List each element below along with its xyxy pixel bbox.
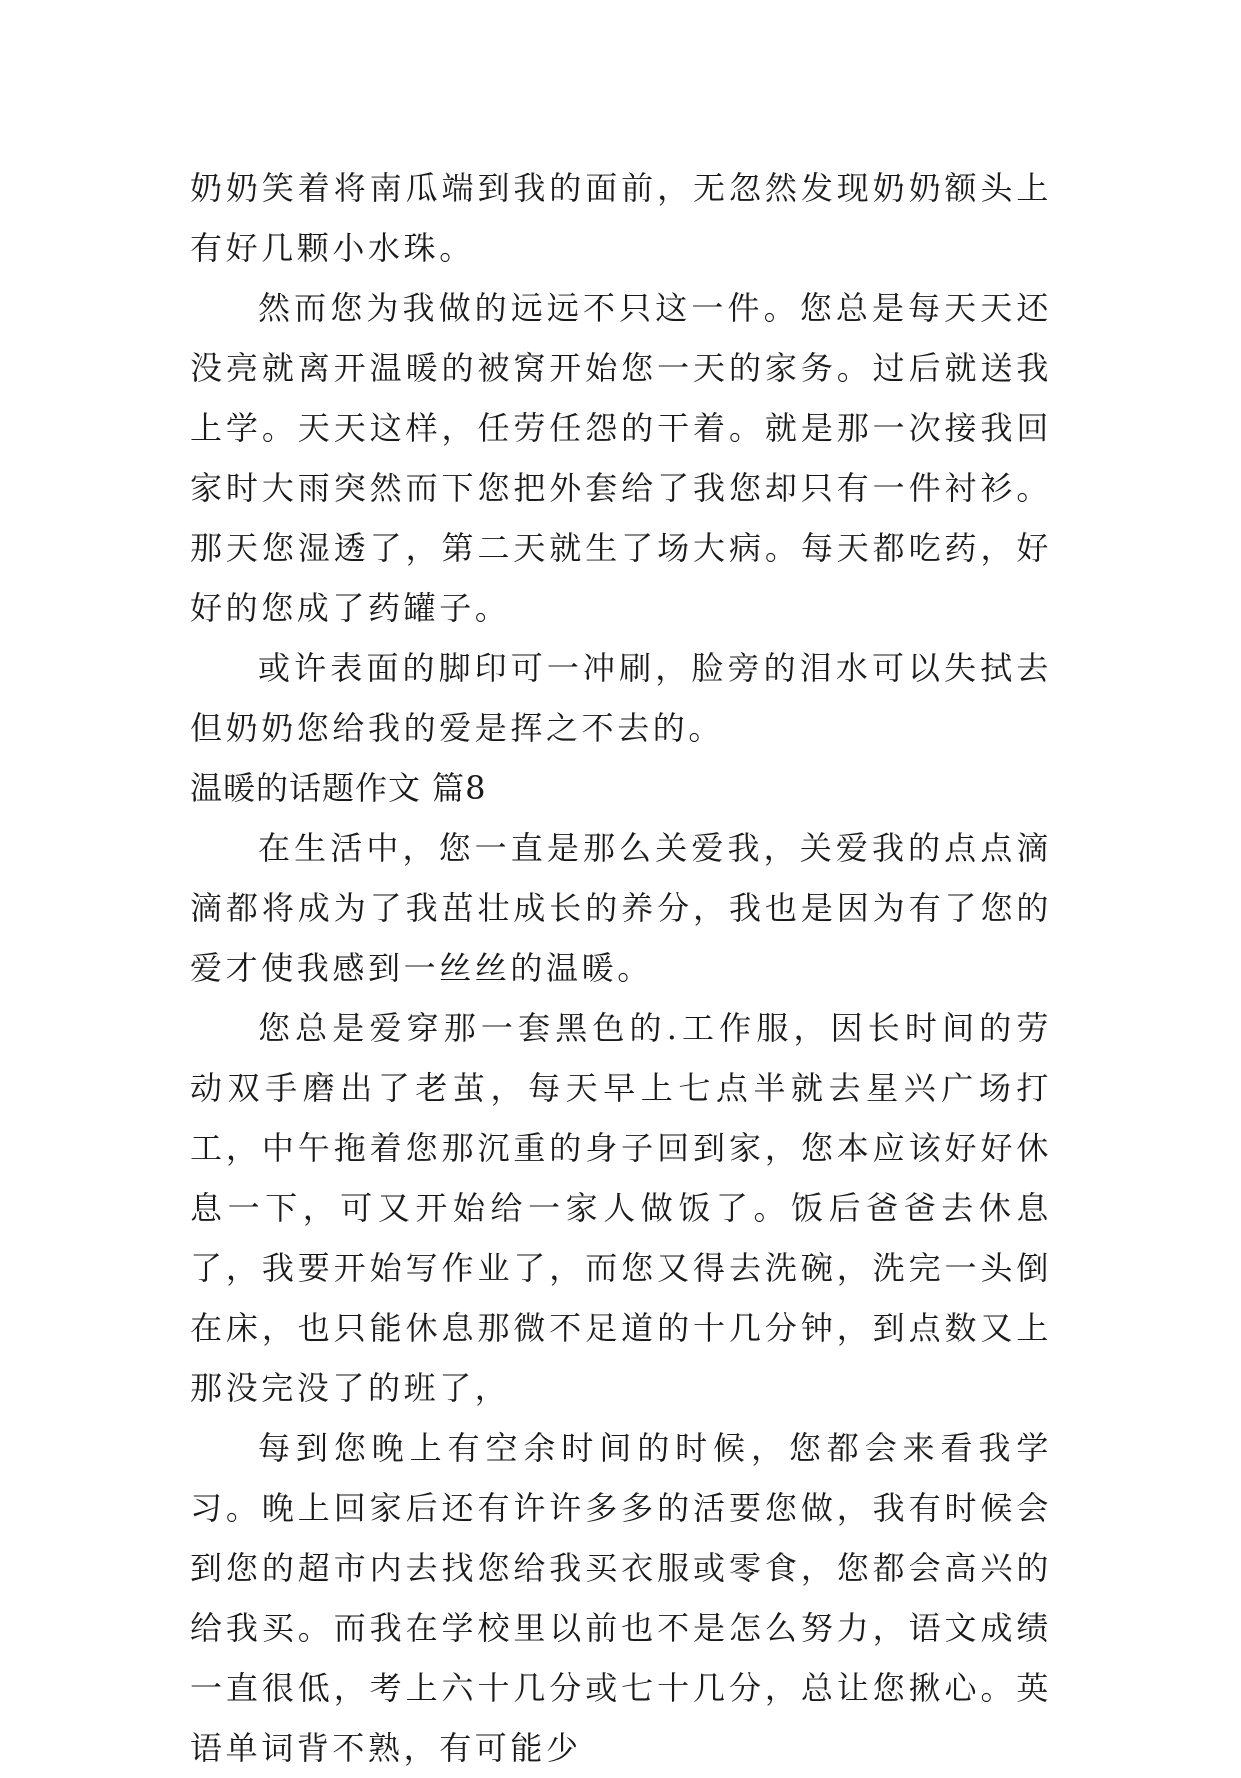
section-heading: 温暖的话题作文 篇8	[190, 769, 487, 807]
paragraph: 您总是爱穿那一套黑色的.工作服，因长时间的劳动双手磨出了老茧，每天早上七点半就去星兴广场打工，中午拖着您那沉重的身子回到家，您本应该好好休息一下，可又开始给一家人做饭了。饭后爸爸去休息了，我要开始写作业了，而您又得去洗碗，洗完一头倒在床，也只能休息那微不足道的十几分钟，到点数又上那没完没了的班了，	[190, 1009, 1052, 1407]
paragraph: 奶奶笑着将南瓜端到我的面前，无忽然发现奶奶额头上有好几颗小水珠。	[190, 169, 1052, 267]
document-body	[190, 158, 1052, 1778]
paragraph: 然而您为我做的远远不只这一件。您总是每天天还没亮就离开温暖的被窝开始您一天的家务。过后就送我上学。天天这样，任劳任怨的干着。就是那一次接我回家时大雨突然而下您把外套给了我您却只有一件衬衫。那天您湿透了，第二天就生了场大病。每天都吃药，好好的您成了药罐子。	[190, 289, 1052, 627]
paragraph: 每到您晚上有空余时间的时候，您都会来看我学习。晚上回家后还有许许多多的活要您做，我有时候会到您的超市内去找您给我买衣服或零食，您都会高兴的给我买。而我在学校里以前也不是怎么努力，语文成绩一直很低，考上六十几分或七十几分，总让您揪心。英语单词背不熟，有可能少	[190, 1429, 1052, 1767]
paragraph: 或许表面的脚印可一冲刷，脸旁的泪水可以失拭去但奶奶您给我的爱是挥之不去的。	[190, 649, 1052, 747]
paragraph: 在生活中，您一直是那么关爱我，关爱我的点点滴滴都将成为了我茁壮成长的养分，我也是因为有了您的爱才使我感到一丝丝的温暖。	[190, 829, 1052, 987]
